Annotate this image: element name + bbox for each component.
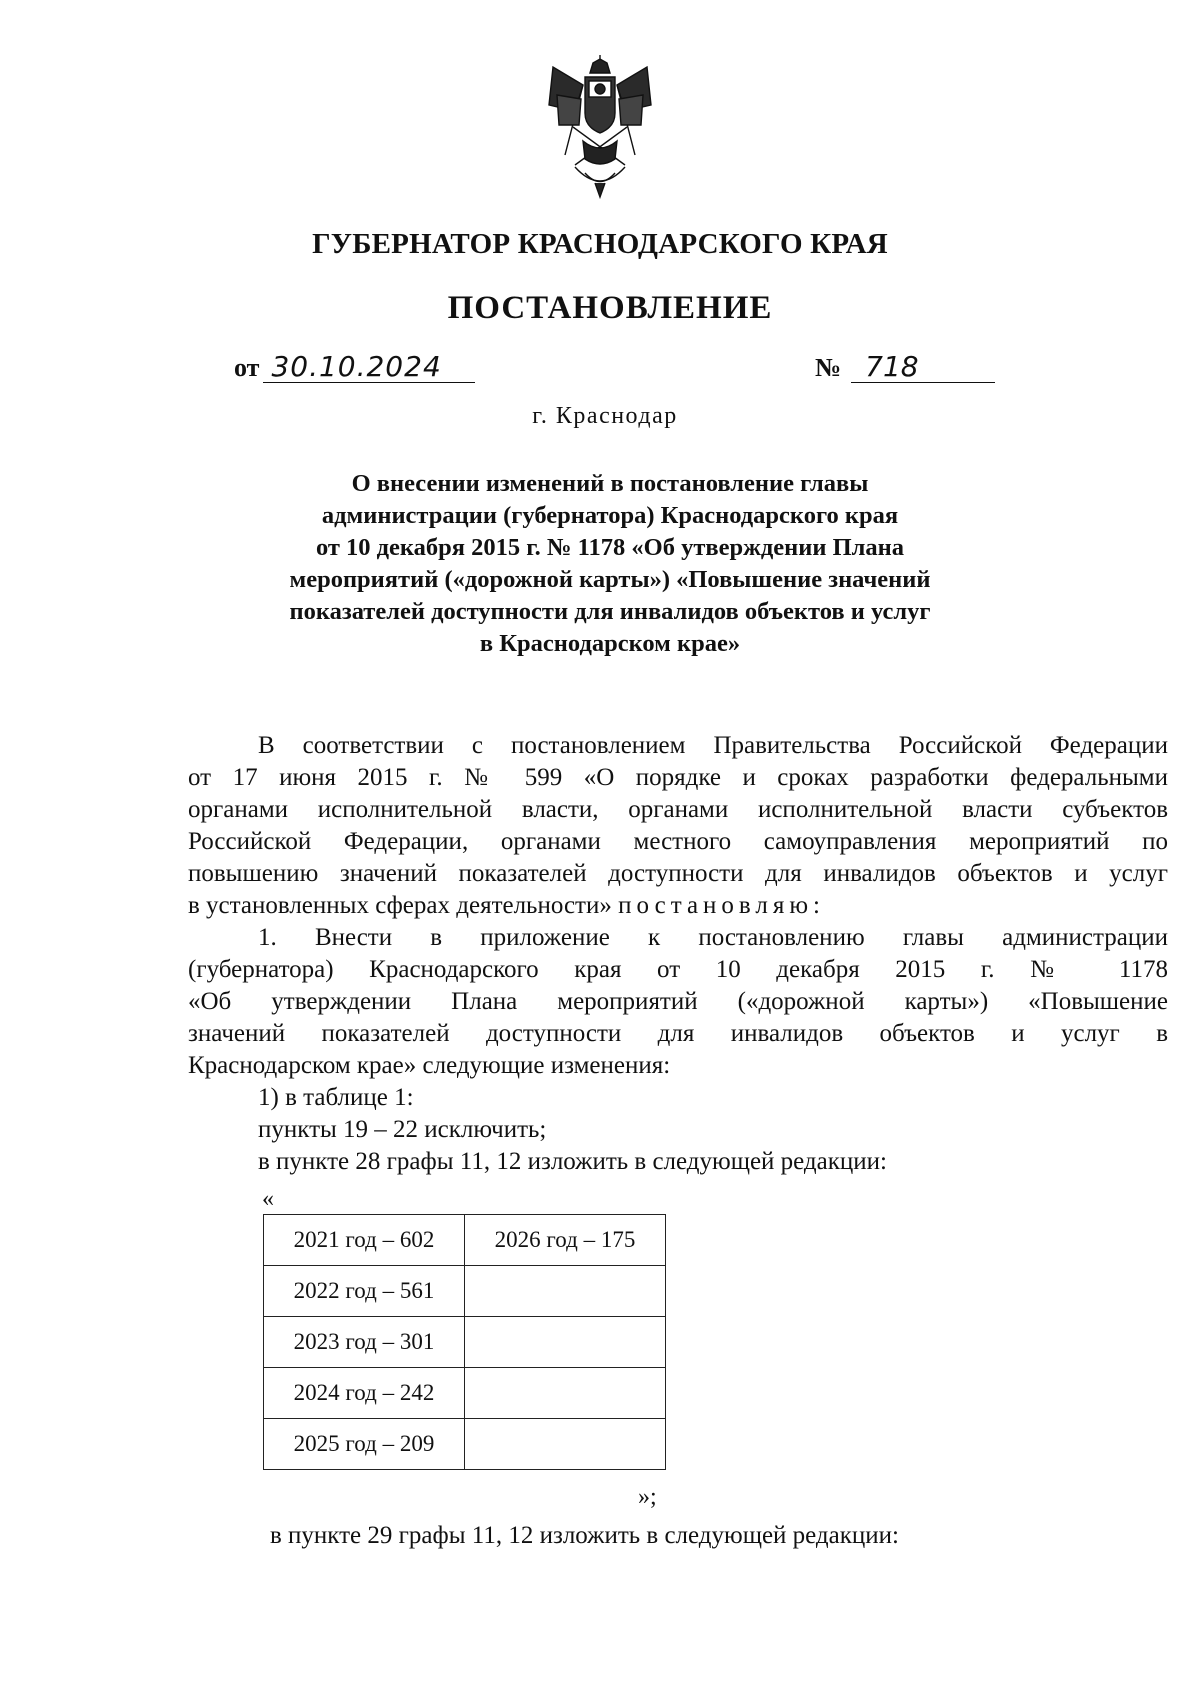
table-cell xyxy=(465,1317,666,1368)
closing-quote: »; xyxy=(638,1484,657,1510)
preamble-line: органами исполнительной власти, органами исполнительной власти субъектов xyxy=(188,796,1168,823)
subject-line: показателей доступности для инвалидов объектов и услуг xyxy=(289,598,931,625)
subject-line: в Краснодарском крае» xyxy=(479,630,741,657)
opening-quote: « xyxy=(262,1186,274,1212)
subject-line: О внесении изменений в постановление главы xyxy=(351,470,869,497)
table-cell xyxy=(465,1266,666,1317)
sub-item-1: 1) в таблице 1: xyxy=(258,1084,414,1111)
issuing-city: г. Краснодар xyxy=(532,403,678,429)
preamble-line: Российской Федерации, органами местного самоуправления мероприятий по xyxy=(188,828,1168,855)
sub-item-1-a: пункты 19 – 22 исключить; xyxy=(258,1116,547,1143)
table-row xyxy=(264,1317,666,1368)
table-cell: 2026 год – 175 xyxy=(465,1215,666,1266)
date-prefix: от xyxy=(234,353,260,382)
subject-line: мероприятий («дорожной карты») «Повышение значений xyxy=(289,566,931,593)
values-table xyxy=(263,1214,666,1470)
table-row xyxy=(264,1215,666,1266)
table-row xyxy=(264,1419,666,1470)
resolution-word: постановляю: xyxy=(618,892,825,919)
item-29-instruction: в пункте 29 графы 11, 12 изложить в следующей редакции: xyxy=(270,1522,899,1549)
table-cell xyxy=(465,1419,666,1470)
table-cell: 2022 год – 561 xyxy=(264,1266,465,1317)
preamble-line: В соответствии с постановлением Правительства Российской Федерации xyxy=(258,732,1168,759)
table-cell xyxy=(465,1368,666,1419)
table-cell: 2021 год – 602 xyxy=(264,1215,465,1266)
item-1-line: значений показателей доступности для инвалидов объектов и услуг в xyxy=(188,1020,1168,1047)
preamble-paragraph xyxy=(188,730,1168,922)
preamble-line: от 17 июня 2015 г. № 599 «О порядке и сроках разработки федеральными xyxy=(188,764,1168,791)
item-1-line: «Об утверждении Плана мероприятий («дорожной карты») «Повышение xyxy=(188,988,1168,1015)
issuing-authority: ГУБЕРНАТОР КРАСНОДАРСКОГО КРАЯ xyxy=(312,228,888,260)
preamble-tail: в установленных сферах деятельности» xyxy=(188,892,612,919)
table-row xyxy=(264,1266,666,1317)
subject-line: от 10 декабря 2015 г. № 1178 «Об утверждении Плана xyxy=(315,534,905,561)
preamble-line: повышению значений показателей доступности для инвалидов объектов и услуг xyxy=(188,860,1168,887)
krasnodar-coat-of-arms-icon xyxy=(545,55,655,200)
date-value: 30.10.2024 xyxy=(263,352,475,383)
table-cell: 2023 год – 301 xyxy=(264,1317,465,1368)
document-subject xyxy=(260,468,960,660)
table-cell: 2025 год – 209 xyxy=(264,1419,465,1470)
subject-line: администрации (губернатора) Краснодарского края xyxy=(321,502,899,529)
preamble-line-last xyxy=(188,890,1168,922)
item-1-line: 1. Внести в приложение к постановлению главы администрации xyxy=(258,924,1168,951)
document-type: ПОСТАНОВЛЕНИЕ xyxy=(447,290,773,326)
number-value: 718 xyxy=(851,352,995,383)
document-date xyxy=(234,352,475,383)
table-cell: 2024 год – 242 xyxy=(264,1368,465,1419)
table-row xyxy=(264,1368,666,1419)
document-number xyxy=(815,352,995,383)
item-1-line-last: Краснодарском крае» следующие изменения: xyxy=(188,1052,671,1079)
number-prefix: № xyxy=(815,353,842,382)
sub-item-1-b: в пункте 28 графы 11, 12 изложить в следующей редакции: xyxy=(258,1148,887,1175)
item-1-line: (губернатора) Краснодарского края от 10 декабря 2015 г. № 1178 xyxy=(188,956,1168,983)
item-1-paragraph xyxy=(188,922,1168,1178)
